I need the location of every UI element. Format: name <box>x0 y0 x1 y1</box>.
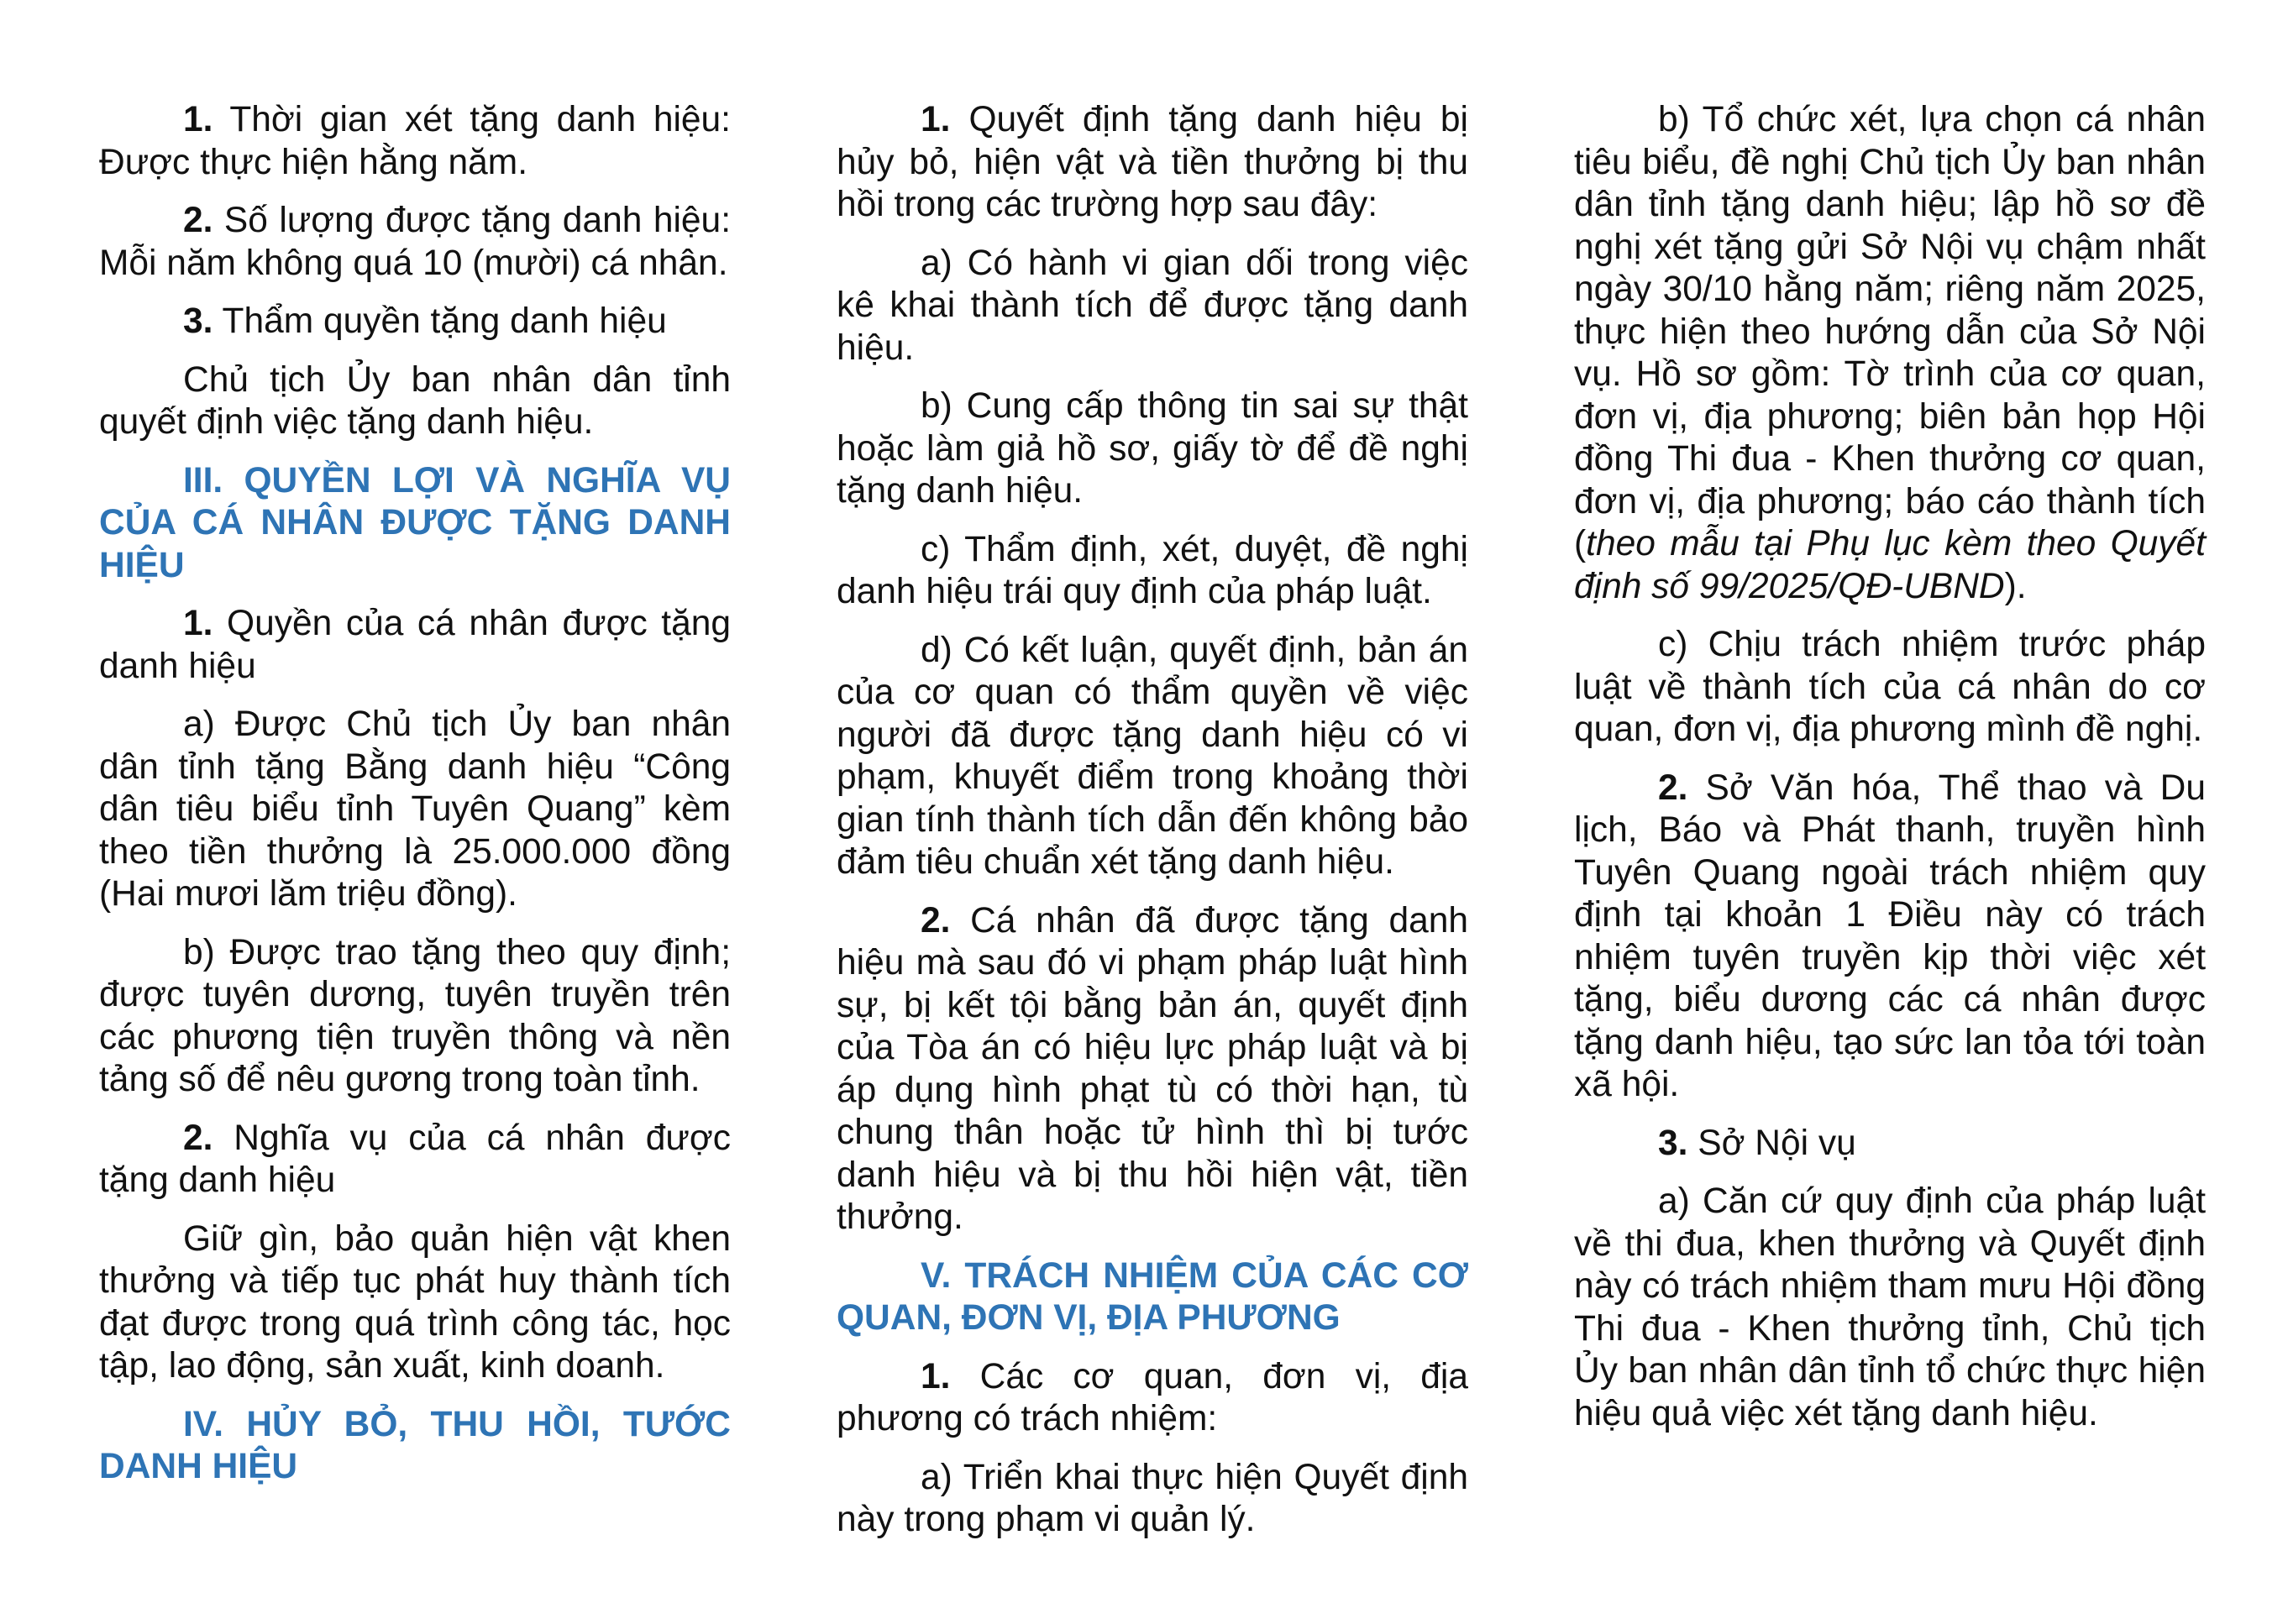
paragraph <box>837 385 1468 513</box>
paragraph <box>99 99 731 184</box>
paragraph <box>837 630 1468 884</box>
paragraph-text: a) Được Chủ tịch Ủy ban nhân dân tỉnh tặng Bằng danh hiệu “Công dân tiêu biểu tỉnh Tuyên Quang” kèm theo tiền thưởng là 25.000.000 đồng (Hai mươi lăm triệu đồng). <box>99 705 731 914</box>
section-heading: IV. HỦY BỎ, THU HỒI, TƯỚC DANH HIỆU <box>99 1404 731 1486</box>
item-number: 1. <box>921 1356 951 1396</box>
paragraph-text: b) Tổ chức xét, lựa chọn cá nhân tiêu biểu, đề nghị Chủ tịch Ủy ban nhân dân tỉnh tặng danh hiệu; lập hồ sơ đề nghị xét tặng gửi Sở Nội vụ chậm nhất ngày 30/10 hằng năm; riêng năm 2025, thực hiện theo hướng dẫn của Sở Nội vụ. Hồ sơ gồm: Tờ trình của cơ quan, đơn vị, địa phương; biên bản họp Hội đồng Thi đua - Khen thưởng cơ quan, đơn vị, địa phương; báo cáo thành tích ( <box>1574 100 2206 563</box>
item-number: 1. <box>921 100 951 139</box>
paragraph-text: Các cơ quan, đơn vị, địa phương có trách nhiệm: <box>837 1356 1468 1438</box>
column-left <box>99 99 731 1505</box>
column-right <box>1574 99 2206 1451</box>
paragraph-text: c) Chịu trách nhiệm trước pháp luật về thành tích của cá nhân do cơ quan, đơn vị, địa phương mình đề nghị. <box>1574 625 2206 749</box>
paragraph <box>99 301 731 343</box>
paragraph <box>837 1356 1468 1441</box>
item-number: 2. <box>183 201 213 240</box>
paragraph-text: Cá nhân đã được tặng danh hiệu mà sau đó vi phạm pháp luật hình sự, bị kết tội bằng bản án, quyết định của Tòa án có hiệu lực pháp luật và bị áp dụng hình phạt tù có thời hạn, tù chung thân hoặc tử hình thì bị tước danh hiệu và bị thu hồi hiện vật, tiền thưởng. <box>837 900 1468 1237</box>
paragraph <box>837 99 1468 227</box>
paragraph <box>99 1218 731 1388</box>
paragraph <box>1574 1123 2206 1166</box>
paragraph <box>99 359 731 444</box>
paragraph <box>99 704 731 916</box>
paragraph-text: Số lượng được tặng danh hiệu: Mỗi năm không quá 10 (mười) cá nhân. <box>99 201 731 283</box>
paragraph-text: Sở Nội vụ <box>1687 1123 1856 1163</box>
paragraph-text: b) Cung cấp thông tin sai sự thật hoặc làm giả hồ sơ, giấy tờ để đề nghị tặng danh hiệu. <box>837 386 1468 511</box>
paragraph <box>1574 99 2206 608</box>
paragraph-text: b) Được trao tặng theo quy định; được tuyên dương, tuyên truyền trên các phương tiện truyền thông và nền tảng số để nêu gương trong toàn tỉnh. <box>99 932 731 1099</box>
paragraph <box>99 1118 731 1202</box>
paragraph-text: Thẩm quyền tặng danh hiệu <box>213 301 667 341</box>
paragraph <box>99 603 731 688</box>
paragraph <box>837 1457 1468 1542</box>
paragraph <box>99 200 731 285</box>
paragraph-text: Giữ gìn, bảo quản hiện vật khen thưởng và tiếp tục phát huy thành tích đạt được trong quá trình công tác, học tập, lao động, sản xuất, kinh doanh. <box>99 1218 731 1386</box>
paragraph <box>837 529 1468 614</box>
item-number: 1. <box>183 100 213 139</box>
section-heading: III. QUYỀN LỢI VÀ NGHĨA VỤ CỦA CÁ NHÂN ĐƯỢC TẶNG DANH HIỆU <box>99 460 731 585</box>
paragraph-text: a) Căn cứ quy định của pháp luật về thi đua, khen thưởng và Quyết định này có trách nhiệm tham mưu Hội đồng Thi đua - Khen thưởng tỉnh, Chủ tịch Ủy ban nhân dân tỉnh tổ chức thực hiện hiệu quả việc xét tặng danh hiệu. <box>1574 1181 2206 1433</box>
item-number: 2. <box>1658 767 1688 808</box>
italic-reference: theo mẫu tại Phụ lục kèm theo Quyết định số 99/2025/QĐ-UBND <box>1574 524 2206 606</box>
paragraph <box>99 932 731 1102</box>
item-number: 2. <box>183 1118 213 1158</box>
paragraph <box>1574 624 2206 752</box>
paragraph-text: d) Có kết luận, quyết định, bản án của cơ quan có thẩm quyền về việc người đã được tặng danh hiệu có vi phạm, khuyết điểm trong khoảng thời gian tính thành tích dẫn đến không bảo đảm tiêu chuẩn xét tặng danh hiệu. <box>837 630 1468 882</box>
item-number: 3. <box>1658 1123 1688 1163</box>
paragraph-text: c) Thẩm định, xét, duyệt, đề nghị danh hiệu trái quy định của pháp luật. <box>837 529 1468 611</box>
item-number: 2. <box>921 900 951 940</box>
paragraph <box>837 900 1468 1239</box>
paragraph-text: Quyền của cá nhân được tặng danh hiệu <box>99 604 731 686</box>
paragraph <box>837 243 1468 370</box>
paragraph-text: Sở Văn hóa, Thể thao và Du lịch, Báo và Phát thanh, truyền hình Tuyên Quang ngoài trách nhiệm quy định tại khoản 1 Điều này có trách nhiệm tuyên truyền kịp thời việc xét tặng, biểu dương các cá nhân được tặng danh hiệu, tạo sức lan tỏa tới toàn xã hội. <box>1574 767 2206 1104</box>
item-number: 3. <box>183 301 213 341</box>
column-middle <box>837 99 1468 1558</box>
paragraph-text-end: ). <box>2004 566 2027 606</box>
paragraph-text: Nghĩa vụ của cá nhân được tặng danh hiệu <box>99 1118 731 1200</box>
paragraph-text: Thời gian xét tặng danh hiệu: Được thực hiện hằng năm. <box>99 100 731 182</box>
paragraph-text: a) Triển khai thực hiện Quyết định này trong phạm vi quản lý. <box>837 1457 1468 1539</box>
paragraph <box>1574 767 2206 1107</box>
section-heading: V. TRÁCH NHIỆM CỦA CÁC CƠ QUAN, ĐƠN VỊ, ĐỊA PHƯƠNG <box>837 1255 1468 1338</box>
item-number: 1. <box>183 604 213 643</box>
paragraph-text: a) Có hành vi gian dối trong việc kê khai thành tích để được tặng danh hiệu. <box>837 243 1468 368</box>
paragraph-text: Chủ tịch Ủy ban nhân dân tỉnh quyết định việc tặng danh hiệu. <box>99 359 731 442</box>
paragraph <box>1574 1181 2206 1435</box>
paragraph-text: Quyết định tặng danh hiệu bị hủy bỏ, hiện vật và tiền thưởng bị thu hồi trong các trường hợp sau đây: <box>837 100 1468 224</box>
